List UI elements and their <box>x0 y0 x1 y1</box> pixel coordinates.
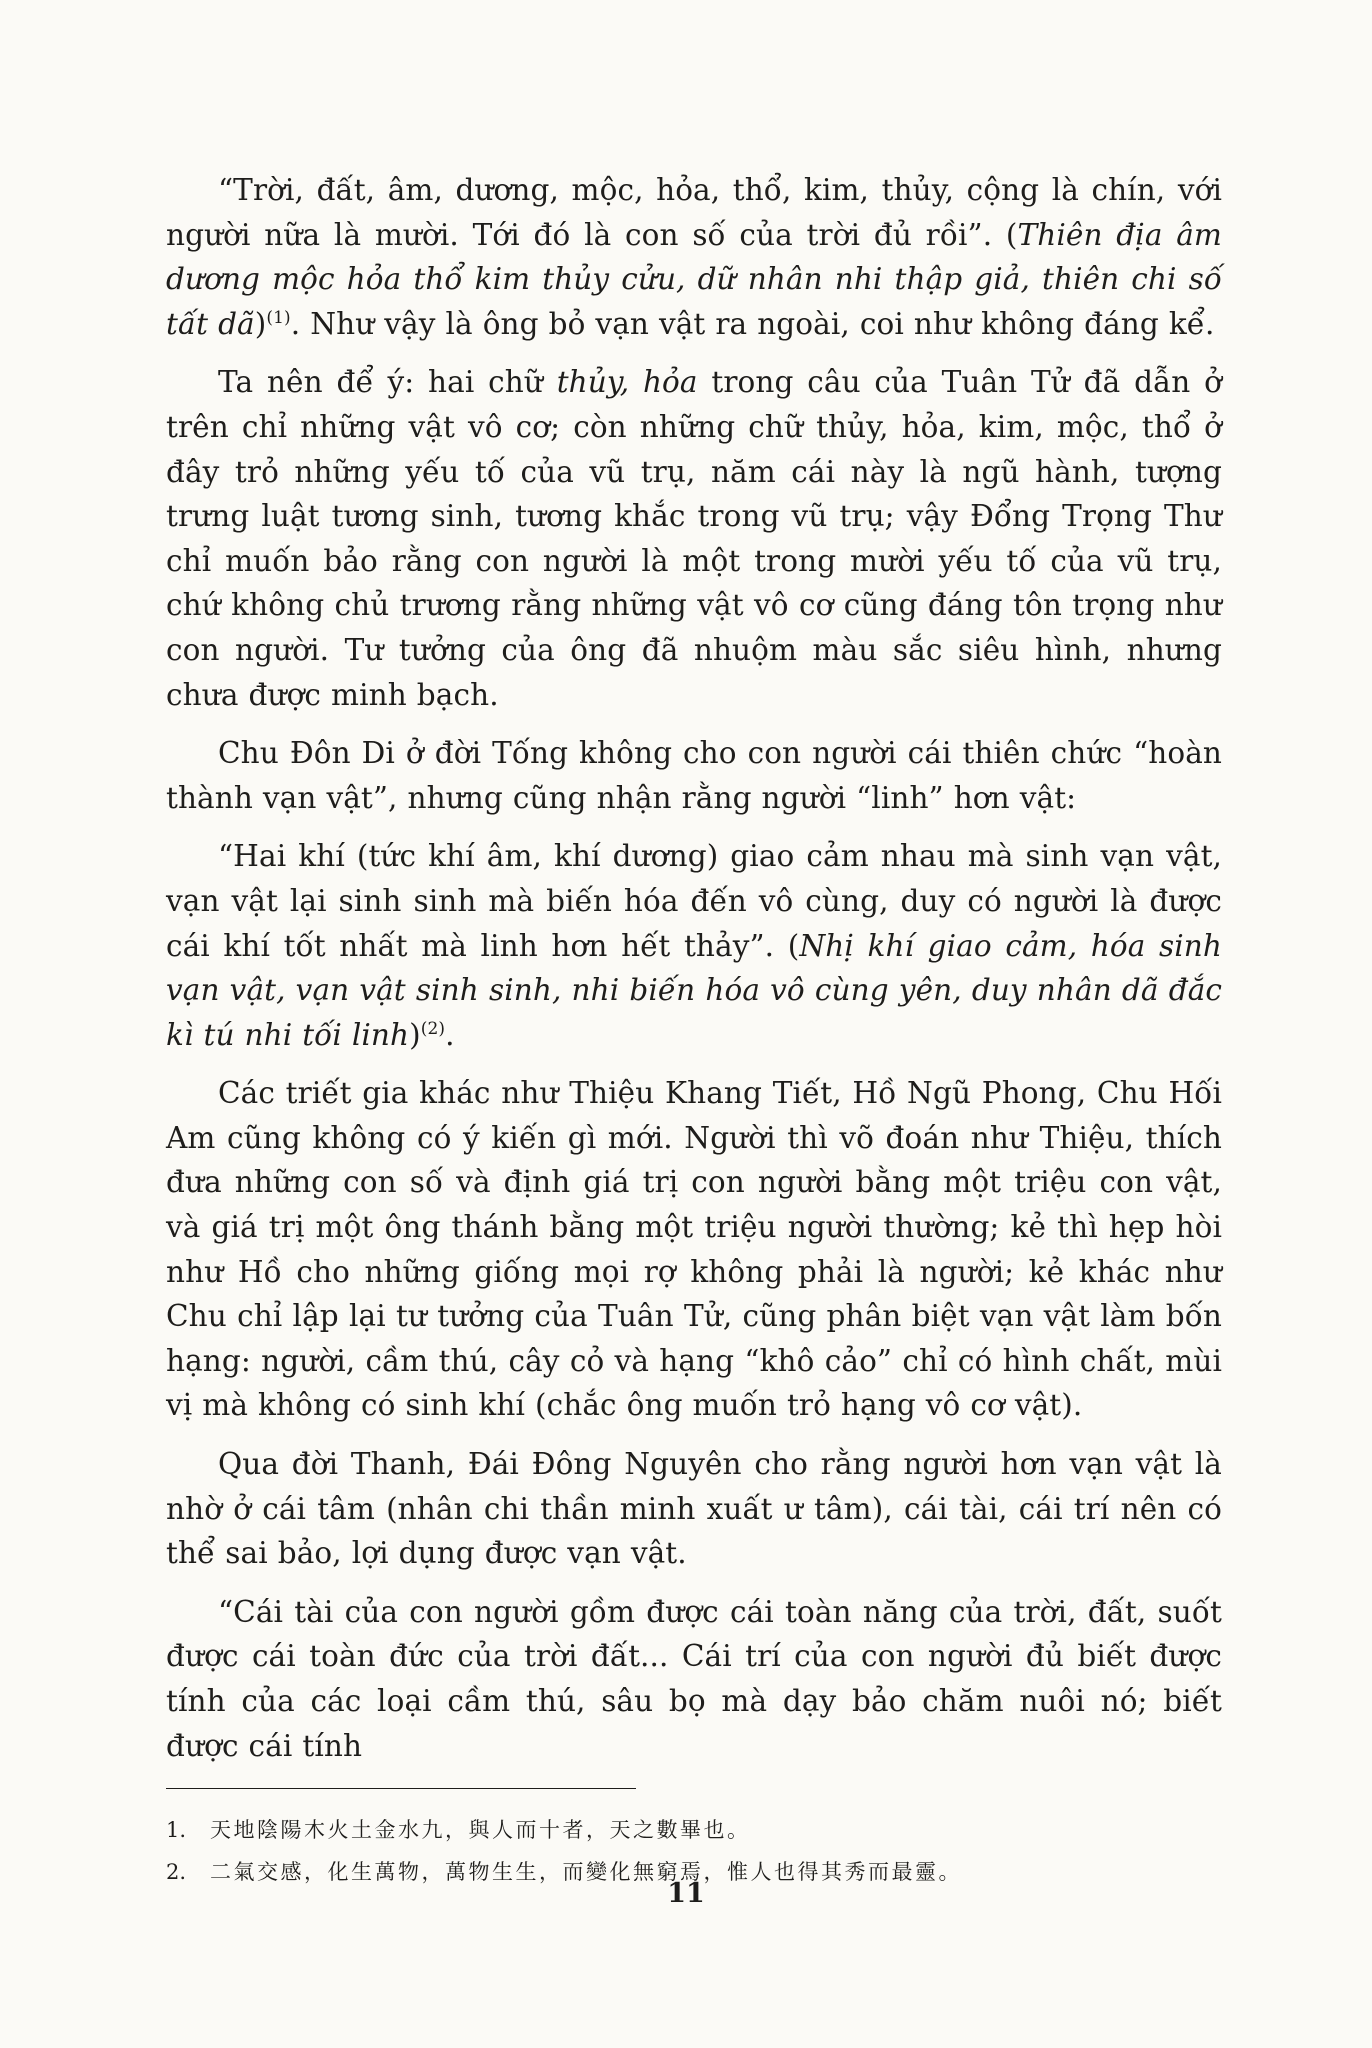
footnote-ref-2[interactable]: (2) <box>420 1018 446 1039</box>
italic-term: thủy, hỏa <box>556 365 698 400</box>
footnote-number: 2. <box>166 1860 187 1885</box>
paragraph-6: Qua đời Thanh, Đái Đông Nguyên cho rằng người hơn vạn vật là nhờ ở cái tâm (nhân chi thần minh xuất ư tâm), cái tài, cái trí nên có thể sai bảo, lợi dụng được vạn vật. <box>166 1447 1222 1571</box>
page-number: 11 <box>667 1878 705 1909</box>
paragraph-1: “Trời, đất, âm, dương, mộc, hỏa, thổ, kim, thủy, cộng là chín, với người nữa là mười. Tới đó là con số của trời đủ rồi”. (Thiên địa âm dương mộc hỏa thổ kim thủy cửu, dữ nhân nhi thập giả, thiên chi số tất dã)$^{(1)}$. Như vậy là ông bỏ vạn vật ra ngoài, coi như không đáng kể. <box>166 173 1222 341</box>
paragraph-3: Chu Đôn Di ở đời Tống không cho con người cái thiên chức “hoàn thành vạn vật”, nhưng cũng nhận rằng người “linh” hơn vật: <box>166 736 1222 815</box>
footnote-number: 1. <box>166 1818 187 1843</box>
footnote-ref-1[interactable]: (1) <box>266 307 291 328</box>
paragraph-2: Ta nên để ý: hai chữ thủy, hỏa trong câu của Tuân Tử đã dẫn ở trên chỉ những vật vô cơ; còn những chữ thủy, hỏa, kim, mộc, thổ ở đây trỏ những yếu tố của vũ trụ, năm cái này là ngũ hành, tượng trưng luật tương sinh, tương khắc trong vũ trụ; vậy Đổng Trọng Thư chỉ muốn bảo rằng con người là một trong mười yếu tố của vũ trụ, chứ không chủ trương rằng những vật vô cơ cũng đáng tôn trọng như con người. Tư tưởng của ông đã nhuộm màu sắc siêu hình, nhưng chưa được minh bạch. <box>166 365 1222 712</box>
footnote-1 <box>166 1809 1222 1851</box>
footnote-divider <box>166 1788 636 1789</box>
footnote-text: 二氣交感，化生萬物，萬物生生，而變化無窮焉，惟人也得其秀而最靈。 <box>210 1860 962 1885</box>
footnote-text: 天地陰陽木火土金水九，與人而十者，天之數畢也。 <box>210 1818 751 1843</box>
italic-transliteration: Thiên địa âm dương mộc hỏa thổ kim thủy cửu, dữ nhân nhi thập giả, thiên chi số tất dã <box>166 217 1222 341</box>
paragraph-5: Các triết gia khác như Thiệu Khang Tiết, Hồ Ngũ Phong, Chu Hối Am cũng không có ý kiến gì mới. Người thì võ đoán như Thiệu, thích đưa những con số và định giá trị con người bằng một triệu con vật, và giá trị một ông thánh bằng một triệu người thường; kẻ thì hẹp hòi như Hồ cho những giống mọi rợ không phải là người; kẻ khác như Chu chỉ lập lại tư tưởng của Tuân Tử, cũng phân biệt vạn vật làm bốn hạng: người, cầm thú, cây cỏ và hạng “khô cảo” chỉ có hình chất, mùi vị mà không có sinh khí (chắc ông muốn trỏ hạng vô cơ vật). <box>166 1076 1222 1423</box>
paragraph-4: “Hai khí (tức khí âm, khí dương) giao cảm nhau mà sinh vạn vật, vạn vật lại sinh sinh mà biến hóa đến vô cùng, duy có người là được cái khí tốt nhất mà linh hơn hết thảy”. (Nhị khí giao cảm, hóa sinh vạn vật, vạn vật sinh sinh, nhi biến hóa vô cùng yên, duy nhân dã đắc kì tú nhi tối linh)$^{(2)}$. <box>166 839 1222 1052</box>
italic-transliteration: Nhị khí giao cảm, hóa sinh vạn vật, vạn vật sinh sinh, nhi biến hóa vô cùng yên, duy nhân dã đắc kì tú nhi tối linh <box>166 928 1222 1052</box>
paragraph-7: “Cái tài của con người gồm được cái toàn năng của trời, đất, suốt được cái toàn đức của trời đất... Cái trí của con người đủ biết được tính của các loại cầm thú, sâu bọ mà dạy bảo chăm nuôi nó; biết được cái tính <box>166 1594 1222 1763</box>
body-text <box>166 168 1222 1768</box>
